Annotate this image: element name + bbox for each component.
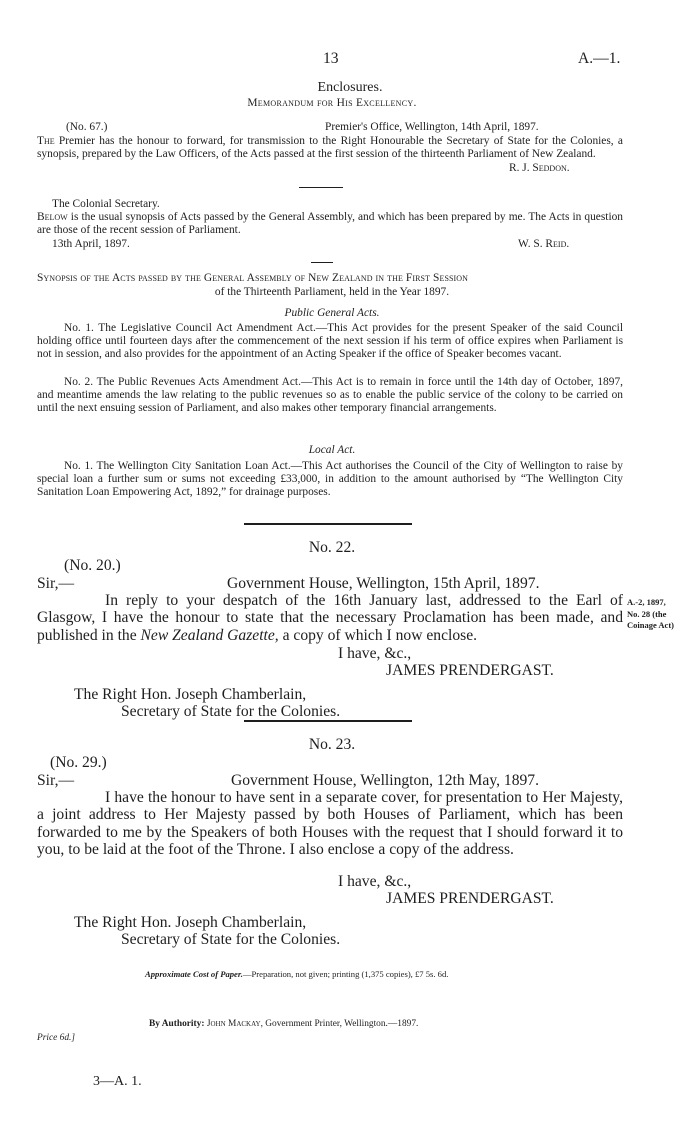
memo-body: The Premier has the honour to forward, for transmission to the Right Honourable the Secretary of State for the Colonies, a synopsis, prepared by the Law Officers, of the Acts passed at the first session of the thirteenth Parliament of New Zealand. [37, 135, 623, 161]
page-number: 13 [323, 50, 339, 67]
letter-22-recipient-title: Secretary of State for the Colonies. [121, 703, 341, 720]
public-act-1: No. 1. The Legislative Council Act Amendment Act.—This Act provides for the present Speaker of the said Council holding office until fourteen days after the commencement of the next session if his term of office expires when Parliament is not in session, and also provides for the appointment of an Acting Speaker if the office of Speaker becomes vacant. [37, 322, 623, 361]
letter-22-salutation: Sir,— [37, 575, 75, 592]
local-act-1: No. 1. The Wellington City Sanitation Loan Act.—This Act authorises the Council of the City of Wellington to raise by special loan a further sum or sums not exceeding £33,000, in addition to the amount authorised by “The Wellington City Sanitation Loan Empowering Act, 1892,” for drainage purposes. [37, 460, 623, 499]
cost-of-paper: Approximate Cost of Paper.—Preparation, not given; printing (1,375 copies), £7 5s. 6d. [145, 969, 449, 979]
letter-22-heading: No. 22. [308, 539, 356, 556]
letter-23-heading: No. 23. [308, 736, 356, 753]
note-date: 13th April, 1897. [52, 238, 130, 250]
authority-line: By Authority: John Mackay, Government Printer, Wellington.—1897. [149, 1019, 419, 1029]
letter-23-recipient-title: Secretary of State for the Colonies. [121, 931, 341, 948]
public-acts-heading: Public General Acts. [284, 307, 380, 319]
note-body: Below is the usual synopsis of Acts passed by the General Assembly, and which has been prepared by me. The Acts in question are those of the recent session of Parliament. [37, 211, 623, 237]
letter-23-salutation: Sir,— [37, 772, 75, 789]
letter-22-recipient: The Right Hon. Joseph Chamberlain, [74, 686, 307, 703]
note-signature: W. S. Reid. [518, 238, 570, 250]
memo-heading: Memorandum for His Excellency. [247, 97, 417, 109]
margin-note-line: Coinage Act) [627, 620, 674, 630]
letter-22-signature: JAMES PRENDERGAST. [386, 662, 554, 679]
local-act-heading: Local Act. [308, 444, 356, 456]
memo-number: (No. 67.) [66, 121, 108, 133]
letter-23-recipient: The Right Hon. Joseph Chamberlain, [74, 914, 307, 931]
price: Price 6d.] [37, 1033, 76, 1043]
margin-note-line: A.-2, 1897, [627, 597, 666, 607]
letter-23-place-date: Government House, Wellington, 12th May, 1897. [231, 772, 539, 789]
letter-23-signature: JAMES PRENDERGAST. [386, 890, 554, 907]
section-divider [244, 523, 412, 525]
document-reference: A.—1. [578, 50, 621, 67]
section-divider [244, 720, 412, 722]
margin-note [627, 597, 674, 632]
margin-note-line: No. 28 (the [627, 608, 667, 619]
letter-22-closing: I have, &c., [338, 645, 412, 662]
synopsis-subtitle: of the Thirteenth Parliament, held in the Year 1897. [214, 286, 450, 298]
letter-23-closing: I have, &c., [338, 873, 412, 890]
synopsis-title: Synopsis of the Acts passed by the General Assembly of New Zealand in the First Session [37, 272, 469, 284]
letter-22-place-date: Government House, Wellington, 15th April, 1897. [227, 575, 540, 592]
letter-22-number: (No. 20.) [64, 557, 121, 574]
letter-23-number: (No. 29.) [50, 754, 107, 771]
memo-place-date: Premier's Office, Wellington, 14th April, 1897. [325, 121, 539, 133]
signature-mark: 3—A. 1. [93, 1074, 142, 1089]
note-addressee: The Colonial Secretary. [52, 198, 160, 210]
memo-signature: R. J. Seddon. [509, 162, 570, 174]
letter-22-body: In reply to your despatch of the 16th January last, addressed to the Earl of Glasgow, I have the honour to state that the necessary Proclamation has been made, and published in the New Zealand Gazette, a copy of which I now enclose. [37, 592, 623, 644]
short-divider [299, 187, 343, 188]
public-act-2: No. 2. The Public Revenues Acts Amendment Act.—This Act is to remain in force until the 14th day of October, 1897, and meantime amends the law relating to the public revenues so as to enable the public service of the colony to be carried on until the next ensuing session of Parliament, and also makes other temporary financial arrangements. [37, 376, 623, 415]
short-divider [311, 262, 333, 263]
letter-23-body: I have the honour to have sent in a separate cover, for presentation to Her Majesty, a joint address to Her Majesty passed by both Houses of Parliament, which has been forwarded to me by the Speakers of both Houses with the request that I should forward it to you, to be laid at the foot of the Throne. I also enclose a copy of the address. [37, 789, 623, 859]
enclosures-heading: Enclosures. [317, 80, 383, 95]
